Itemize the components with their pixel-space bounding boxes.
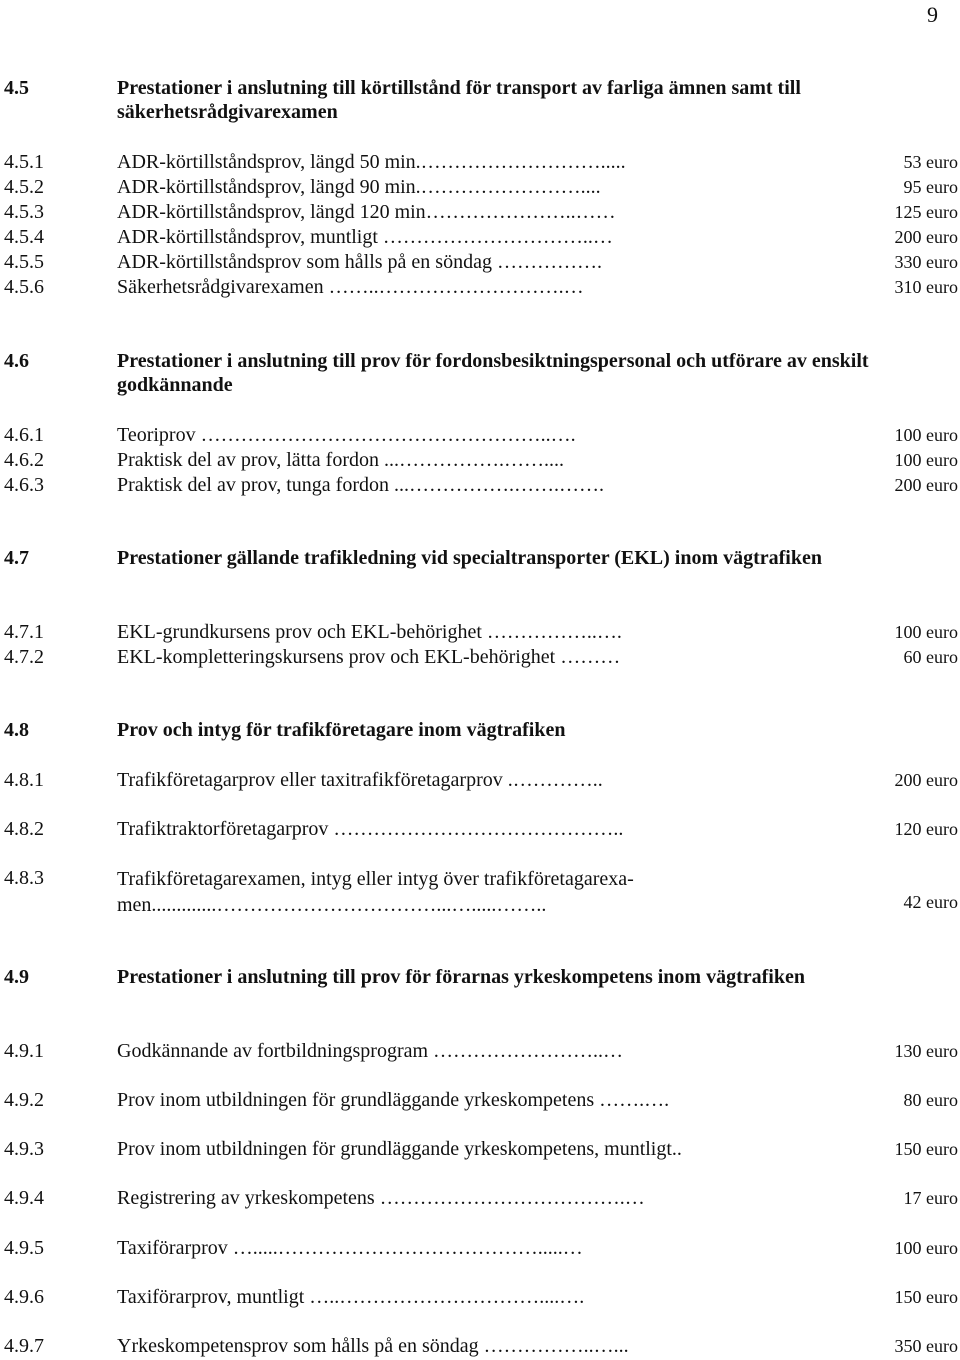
item-label: Teoriprov ……………………………………………..…. <box>117 424 576 446</box>
section-title: Prestationer i anslutning till prov för fordonsbesiktningspersonal och utförare av enskilt godkännande <box>117 350 869 396</box>
item-label: Taxiförarprov ….....………………………………….....… <box>117 1237 583 1259</box>
item-number: 4.5.5 <box>4 251 44 273</box>
item-number: 4.6.2 <box>4 449 44 471</box>
section-heading <box>4 546 940 570</box>
item-amount: 60 euro <box>903 647 958 667</box>
item-label: Prov inom utbildningen för grundläggande yrkeskompetens …….…. <box>117 1089 670 1111</box>
item-label: Säkerhetsrådgivarexamen ……..……………………….… <box>117 276 584 298</box>
section-heading <box>4 718 940 742</box>
fee-row <box>4 225 958 249</box>
item-amount: 95 euro <box>903 177 958 197</box>
fee-row <box>4 645 958 669</box>
item-amount: 100 euro <box>894 1238 958 1258</box>
fee-row <box>4 175 958 199</box>
item-amount: 350 euro <box>894 1336 958 1356</box>
section-number: 4.9 <box>4 966 29 988</box>
section-heading <box>4 965 940 989</box>
item-number: 4.5.6 <box>4 276 44 298</box>
fee-row <box>4 423 958 447</box>
item-amount: 330 euro <box>894 252 958 272</box>
item-amount: 53 euro <box>903 152 958 172</box>
item-amount: 200 euro <box>894 475 958 495</box>
item-amount: 150 euro <box>894 1287 958 1307</box>
item-amount: 100 euro <box>894 450 958 470</box>
section-heading <box>4 76 940 124</box>
item-label: ADR-körtillståndsprov, längd 50 min.………………………..... <box>117 151 626 173</box>
fee-row <box>4 448 958 472</box>
item-label: Prov inom utbildningen för grundläggande yrkeskompetens, muntligt.. <box>117 1138 682 1160</box>
item-number: 4.5.2 <box>4 176 44 198</box>
item-number: 4.8.2 <box>4 818 44 840</box>
item-amount: 42 euro <box>903 892 958 912</box>
item-amount: 80 euro <box>903 1090 958 1110</box>
fee-row <box>4 1334 958 1358</box>
item-number: 4.9.1 <box>4 1040 44 1062</box>
item-label: Godkännande av fortbildningsprogram ……………………..… <box>117 1040 624 1062</box>
item-amount: 150 euro <box>894 1139 958 1159</box>
fee-row <box>4 150 958 174</box>
item-label: Trafiktraktorföretagarprov …………………………………….. <box>117 818 624 840</box>
fee-row <box>4 768 958 792</box>
section-number: 4.7 <box>4 547 29 569</box>
item-label: Praktisk del av prov, lätta fordon ...…………….…….... <box>117 449 564 471</box>
fee-row <box>4 473 958 497</box>
item-amount: 100 euro <box>894 425 958 445</box>
item-amount: 17 euro <box>903 1188 958 1208</box>
fee-row <box>4 1039 958 1063</box>
item-number: 4.5.4 <box>4 226 44 248</box>
item-number: 4.8.3 <box>4 867 44 889</box>
item-number: 4.7.2 <box>4 646 44 668</box>
item-label: ADR-körtillståndsprov, längd 90 min.…………………….... <box>117 176 601 198</box>
item-label: Taxiförarprov, muntligt …..…………………………....…. <box>117 1286 585 1308</box>
item-label: EKL-kompletteringskursens prov och EKL-behörighet ……… <box>117 646 621 668</box>
item-label: Praktisk del av prov, tunga fordon ...…………….…….……. <box>117 474 604 496</box>
item-label: ADR-körtillståndsprov, muntligt …………………………..… <box>117 226 613 248</box>
item-number: 4.9.3 <box>4 1138 44 1160</box>
item-number: 4.5.3 <box>4 201 44 223</box>
item-label: EKL-grundkursens prov och EKL-behörighet ……………..…. <box>117 621 622 643</box>
item-number: 4.6.1 <box>4 424 44 446</box>
section-title: Prov och intyg för trafikföretagare inom vägtrafiken <box>117 719 566 741</box>
item-label: ADR-körtillståndsprov som hålls på en söndag ……………. <box>117 251 602 273</box>
fee-row <box>4 817 958 841</box>
fee-row <box>4 1186 958 1210</box>
item-number: 4.9.5 <box>4 1237 44 1259</box>
item-number: 4.9.2 <box>4 1089 44 1111</box>
item-amount: 310 euro <box>894 277 958 297</box>
page-number: 9 <box>927 2 938 27</box>
item-label: Trafikföretagarprov eller taxitrafikföretagarprov .………….. <box>117 769 603 791</box>
item-amount: 100 euro <box>894 622 958 642</box>
fee-row <box>4 620 958 644</box>
fee-row <box>4 1285 958 1309</box>
fee-row <box>4 275 958 299</box>
item-number: 4.9.4 <box>4 1187 44 1209</box>
item-number: 4.9.7 <box>4 1335 44 1357</box>
section-heading <box>4 349 940 397</box>
item-number: 4.6.3 <box>4 474 44 496</box>
item-amount: 120 euro <box>894 819 958 839</box>
item-label: Registrering av yrkeskompetens ……………………………….… <box>117 1187 645 1209</box>
section-title: Prestationer gällande trafikledning vid specialtransporter (EKL) inom vägtrafiken <box>117 547 822 569</box>
item-label: ADR-körtillståndsprov, längd 120 min…………………..…… <box>117 201 616 223</box>
item-number: 4.9.6 <box>4 1286 44 1308</box>
item-amount: 130 euro <box>894 1041 958 1061</box>
item-label: Yrkeskompetensprov som hålls på en söndag ……………..…... <box>117 1335 629 1357</box>
item-amount: 200 euro <box>894 227 958 247</box>
fee-row <box>4 866 958 918</box>
fee-row <box>4 250 958 274</box>
fee-row <box>4 1236 958 1260</box>
item-label: Trafikföretagarexamen, intyg eller intyg över trafikföretagarexa-men.............……………………………...….....…….. <box>117 868 634 916</box>
fee-row <box>4 1088 958 1112</box>
fee-row <box>4 1137 958 1161</box>
item-number: 4.7.1 <box>4 621 44 643</box>
fee-row <box>4 200 958 224</box>
item-number: 4.8.1 <box>4 769 44 791</box>
item-amount: 125 euro <box>894 202 958 222</box>
section-number: 4.5 <box>4 77 29 99</box>
item-amount: 200 euro <box>894 770 958 790</box>
section-title: Prestationer i anslutning till körtillstånd för transport av farliga ämnen samt till säkerhetsrådgivarexamen <box>117 77 801 123</box>
item-number: 4.5.1 <box>4 151 44 173</box>
section-number: 4.8 <box>4 719 29 741</box>
section-number: 4.6 <box>4 350 29 372</box>
section-title: Prestationer i anslutning till prov för förarnas yrkeskompetens inom vägtrafiken <box>117 966 805 988</box>
